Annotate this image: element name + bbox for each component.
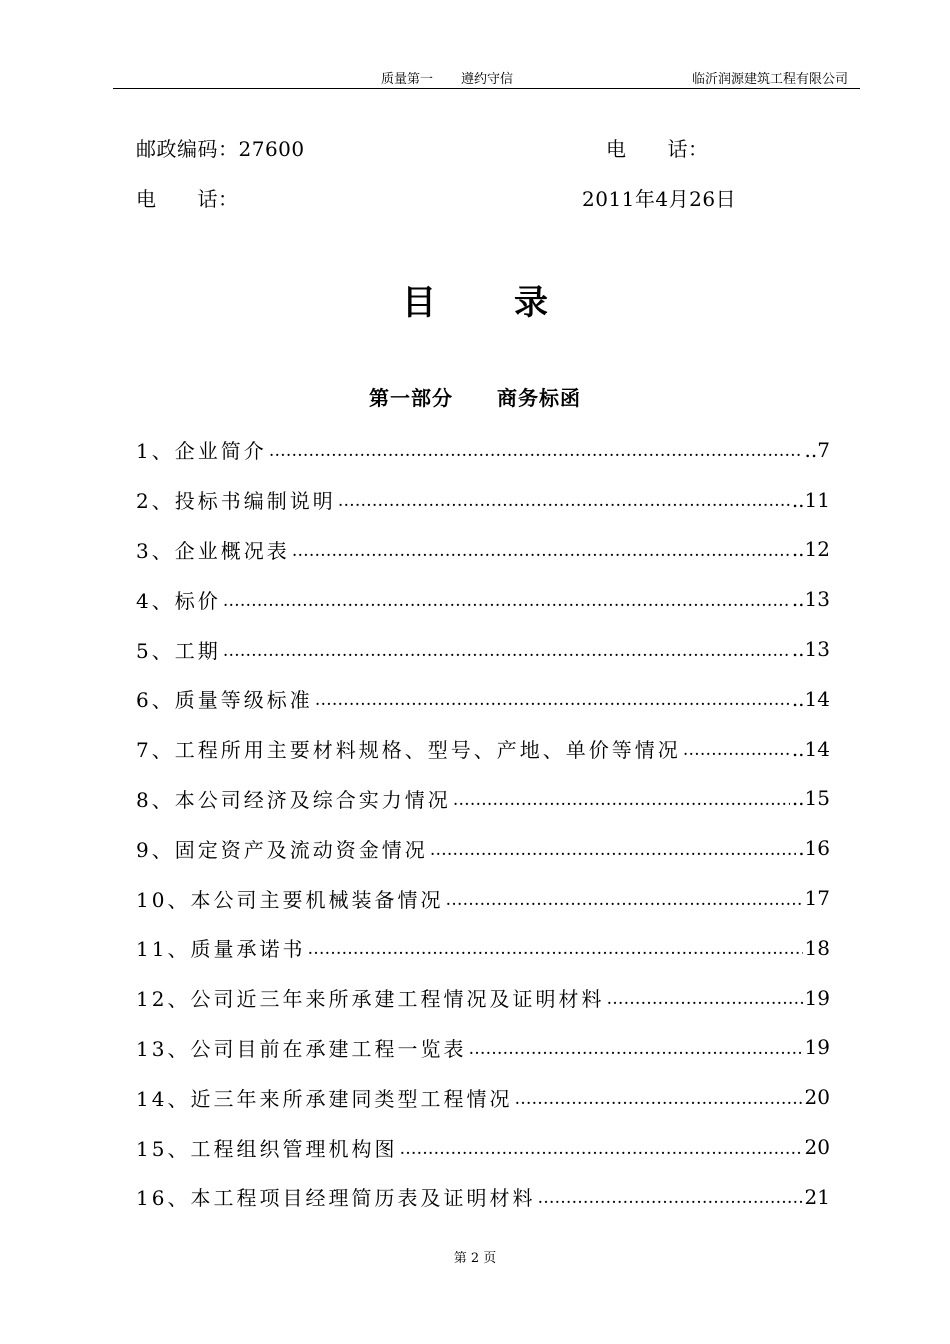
toc-entry-page: 17 [804,886,830,911]
toc-entry-page: ..15 [791,786,830,811]
toc-entry-page: 19 [804,1035,830,1060]
toc-entry-label: 9、固定资产及流动资金情况 [136,837,428,862]
motto-left: 质量第一 [381,72,434,87]
toc-leader-dots [683,738,790,759]
toc-entry[interactable] [136,1023,830,1073]
toc-entry-page: ..12 [791,537,830,562]
header-motto [381,68,513,87]
toc-entry-label: 7、工程所用主要材料规格、型号、产地、单价等情况 [136,738,681,763]
toc-entry[interactable] [136,475,830,525]
toc-entry[interactable] [136,724,830,774]
toc-entry[interactable] [136,525,830,575]
page-title: 目录 [402,283,626,323]
toc-entry-page: 21 [804,1184,830,1209]
toc-leader-dots [315,688,790,709]
toc-entry[interactable] [136,1072,830,1122]
page-header [113,64,860,89]
header-company: 临沂润源建筑工程有限公司 [691,72,848,87]
toc-entry[interactable] [136,973,830,1023]
table-of-contents [136,425,830,1222]
toc-entry-label: 4、标价 [136,588,221,613]
toc-entry-page: ..11 [791,487,830,512]
toc-entry-page: ..13 [791,637,830,662]
toc-leader-dots [223,639,790,660]
toc-entry-page: ..13 [791,587,830,612]
toc-entry-label: 1、企业简介 [136,439,267,464]
toc-entry-label: 11、质量承诺书 [136,937,306,962]
toc-entry[interactable] [136,923,830,973]
toc-leader-dots [468,1037,802,1058]
toc-entry-page: ..14 [791,686,830,711]
toc-entry-label: 16、本工程项目经理简历表及证明材料 [136,1186,536,1211]
toc-leader-dots [430,838,796,859]
toc-entry-page: 20 [804,1085,830,1110]
toc-leader-dots [292,539,790,560]
toc-entry[interactable] [136,1172,830,1222]
toc-entry-label: 8、本公司经济及综合实力情况 [136,787,451,812]
toc-entry-label: 2、投标书编制说明 [136,489,336,514]
toc-entry-page: 19 [804,985,830,1010]
section-heading [0,382,950,411]
toc-entry[interactable] [136,624,830,674]
toc-entry-label: 14、近三年来所承建同类型工程情况 [136,1086,513,1111]
toc-entry-page: ..7 [804,437,830,462]
toc-entry[interactable] [136,1122,830,1172]
toc-leader-dots [338,489,790,510]
section-part: 第一部分 [369,386,453,410]
toc-entry[interactable] [136,574,830,624]
toc-entry[interactable] [136,674,830,724]
toc-leader-dots [445,888,802,909]
toc-leader-dots [537,1186,802,1207]
phone-right-text: 电 话： [606,137,709,161]
section-name: 商务标函 [497,386,581,410]
date-text: 2011年4月26日 [582,187,737,211]
toc-entry-page: .16 [798,836,830,861]
toc-entry-label: 5、工期 [136,638,221,663]
toc-leader-dots [514,1087,802,1108]
toc-entry-page: 18 [804,935,830,960]
toc-entry-label: 3、企业概况表 [136,538,290,563]
motto-right: 遵约守信 [461,72,514,87]
page-number: 第 2 页 [453,1251,497,1266]
toc-entry-page: ..14 [791,736,830,761]
toc-entry-label: 12、公司近三年来所承建工程情况及证明材料 [136,987,605,1012]
toc-entry-label: 6、质量等级标准 [136,688,313,713]
toc-leader-dots [307,937,802,958]
toc-leader-dots [453,788,790,809]
toc-leader-dots [269,439,803,460]
toc-leader-dots [606,987,802,1008]
postcode-text: 邮政编码：27600 [136,137,305,161]
toc-entry-label: 15、工程组织管理机构图 [136,1136,398,1161]
toc-entry-page: 20 [804,1135,830,1160]
toc-entry-label: 10、本公司主要机械装备情况 [136,887,444,912]
toc-entry[interactable] [136,425,830,475]
toc-entry[interactable] [136,873,830,923]
toc-leader-dots [223,589,790,610]
toc-entry[interactable] [136,774,830,824]
toc-entry-label: 13、公司目前在承建工程一览表 [136,1036,467,1061]
toc-entry[interactable] [136,823,830,873]
phone-left-text: 电 话： [136,187,239,211]
toc-leader-dots [399,1137,802,1158]
